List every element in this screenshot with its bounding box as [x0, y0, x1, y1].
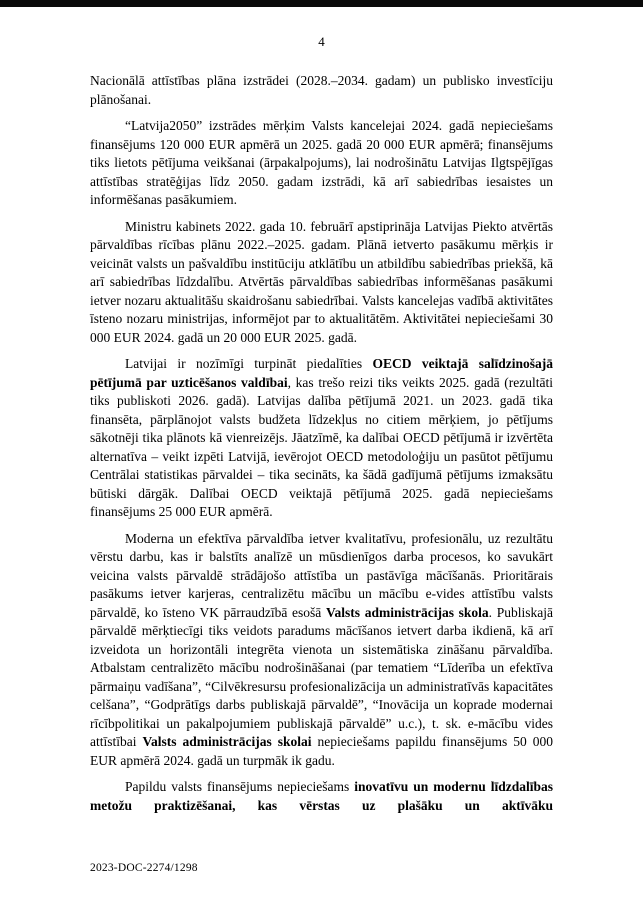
paragraph — [90, 778, 553, 815]
paragraph — [90, 72, 553, 109]
text-run: . Publiskajā pārvaldē mērķtiecīgi tiks veidots paradums mācīšanos ietvert darba ikdienā, kā arī izveidota un horizontāli integrēta vienota un sistemātiska zināšanu pārvaldība. Atbalstam centralizēto mācību nodrošināšanai (par tematiem “Līderība un efektīva pārmaiņu vadīšana”, “Cilvēkresursu profesionalizācija un administratīvās kapacitātes celšana”, “Godprātīgs darbs publiskajā pārvaldē”, “Inovācija un koprade modernai rīcībpolitikai un pakalpojumiem publiskajā pārvaldē” u.c.), t. sk. e-mācību vides attīstībai — [90, 604, 553, 749]
text-run: Nacionālā attīstības plāna izstrādei (2028.–2034. gadam) un publisko investīciju plānošanai. — [90, 73, 553, 107]
text-run: Papildu valsts finansējums nepieciešams — [125, 779, 355, 794]
paragraph — [90, 355, 553, 522]
paragraph — [90, 530, 553, 771]
paragraph — [90, 218, 553, 348]
bold-text-run: Valsts administrācijas skolai — [142, 734, 312, 749]
text-run: Moderna un efektīva pārvaldība ietver kvalitatīvu, profesionālu, uz rezultātu vērstu darbu, kas ir balstīts analīzē un mūsdienīgos darba procesos, ko savukārt veicina valsts pārvaldē strādājošo attīstība un pastāvīga mācīšanās. Prioritārais pasākums ietver karjeras, centralizētu mācību un mācību e-vides attīstību valsts pārvaldē, ko īsteno VK pārraudzībā esošā — [90, 530, 553, 620]
bold-text-run: inovatīvu un modernu līdzdalības metožu praktizēšanai, kas vērstas uz plašāku un aktīvāku — [90, 779, 553, 813]
text-run: nepieciešams papildu finansējums 50 000 EUR apmērā 2024. gadā un turpmāk ik gadu. — [90, 734, 553, 768]
text-run: Latvijai ir nozīmīgi turpināt piedalīties — [125, 356, 373, 371]
text-run: “Latvija2050” izstrādes mērķim Valsts kancelejai 2024. gadā nepieciešams finansējums 120 000 EUR apmērā un 2025. gadā 20 000 EUR apmērā; finansējums tiks lietots pētījuma veikšanai (ārpakalpojums), lai nodrošinātu Latvijas Ilgtspējīgas attīstības stratēģijas līdz 2050. gadam izstrādi, kā arī sabiedrības iesaistes un informēšanas pasākumiem. — [90, 118, 553, 207]
document-reference-number: 2023-DOC-2274/1298 — [90, 862, 198, 874]
scan-edge-artifact — [0, 0, 643, 7]
document-body — [90, 72, 553, 823]
page-number: 4 — [318, 34, 325, 49]
paragraph — [90, 117, 553, 210]
text-run: , kas trešo reizi tiks veikts 2025. gadā (rezultāti tiks publiskoti 2026. gadā). Latvijas dalība pētījumā 2021. un 2023. gadā tika finansēta, pārplānojot valsts budžeta līdzekļus no citiem mērķiem, jo pētījums sākotnēji tika plānots kā vienreizējs. Jāatzīmē, ka dalībai OECD pētījumā ir izvērtēta alternatīva – veikt izpēti Latvijā, ievērojot OECD metodoloģiju un pasūtot pētījumu Centrālai statistikas pārvaldei – tika secināts, ka šādā gadījumā pētījums izmaksātu būtiski dārgāk. Dalībai OECD veiktajā pētījumā 2025. gadā nepieciešams finansējums 25 000 EUR apmērā. — [90, 374, 553, 519]
text-run: Ministru kabinets 2022. gada 10. februārī apstiprināja Latvijas Piekto atvērtās pārvaldības rīcības plānu 2022.–2025. gadam. Plānā ietverto pasākumu mērķis ir veicināt valsts un pašvaldību institūciju atklātību un atbildību sabiedrības priekšā, kā arī sabiedrības līdzdalību. Atvērtās pārvaldības sabiedrības informēšanas pasākumi ietver nozaru aktualitāšu skaidrošanu sabiedrībai. Valsts kancelejas vadībā aktivitātes īsteno nozaru ministrijas, informējot par to aktualitātēm. Aktivitātei nepieciešami 30 000 EUR 2024. gadā un 20 000 EUR 2025. gadā. — [90, 218, 553, 345]
bold-text-run: OECD veiktajā salīdzinošajā pētījumā par uzticēšanos valdībai — [90, 356, 553, 390]
bold-text-run: Valsts administrācijas skola — [326, 604, 489, 620]
